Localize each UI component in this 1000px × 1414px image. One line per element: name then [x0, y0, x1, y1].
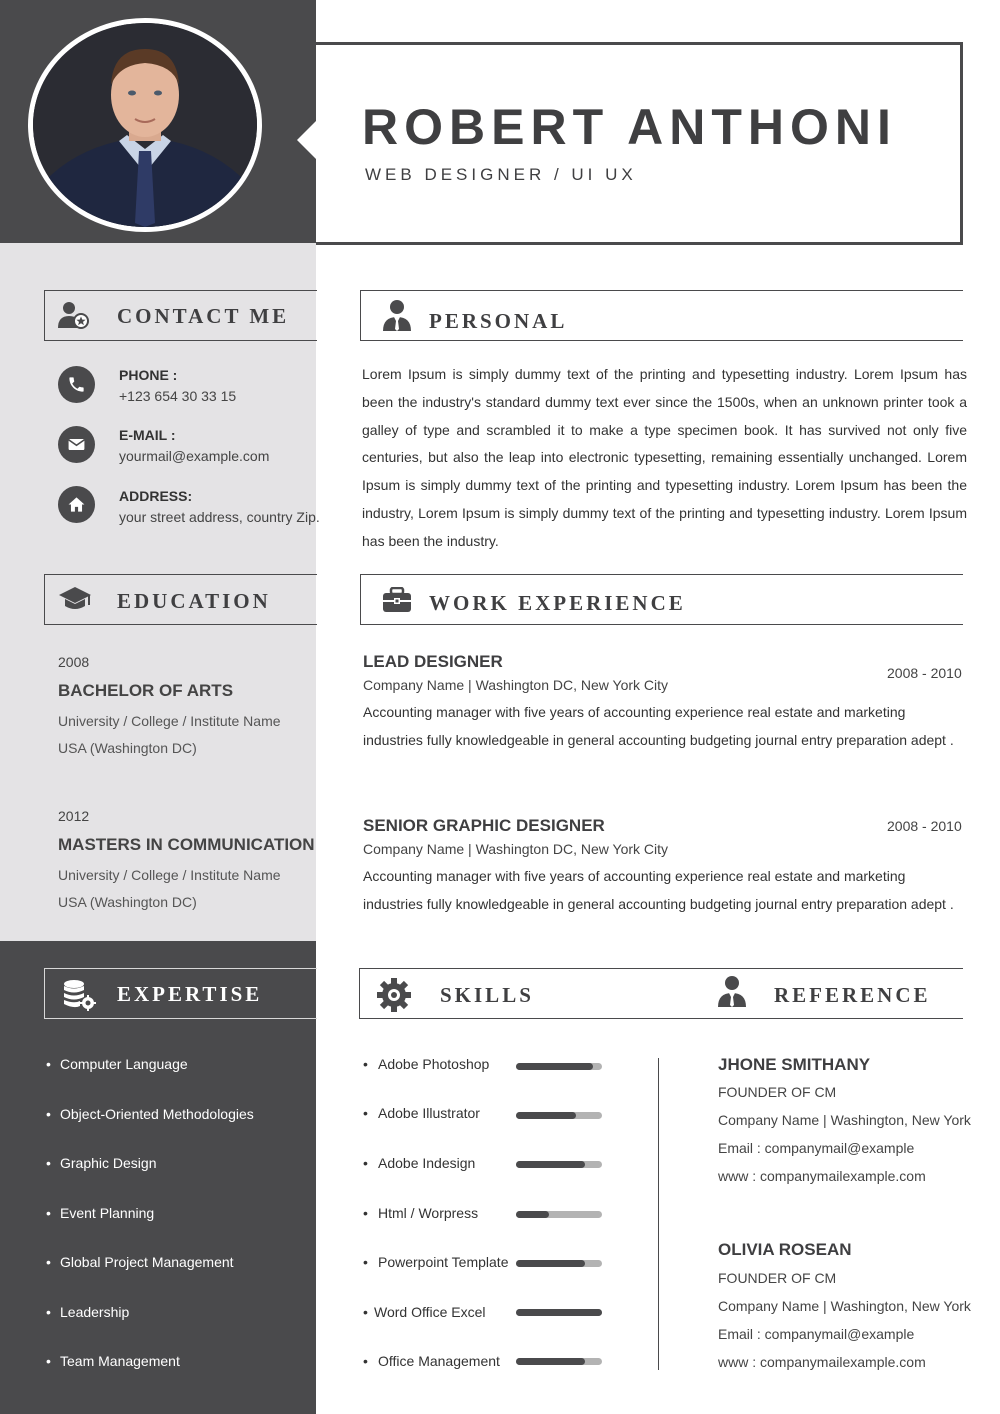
- reference-website[interactable]: www : companymailexample.com: [718, 1354, 926, 1370]
- skill-name: Adobe Photoshop: [378, 1056, 490, 1072]
- expertise-item: • Leadership: [46, 1304, 130, 1320]
- skill-bar-fill: [516, 1063, 593, 1070]
- reference-title: REFERENCE: [774, 983, 931, 1007]
- expertise-item: • Event Planning: [46, 1205, 155, 1221]
- phone-icon: [58, 366, 95, 403]
- portrait-illustration: [33, 23, 257, 227]
- skill-name: Html / Worpress: [378, 1205, 479, 1221]
- contact-email-label: E-MAIL :: [119, 427, 176, 443]
- skill-bar: [516, 1112, 602, 1119]
- contact-address-value: your street address, country Zip.: [119, 509, 320, 525]
- expertise-item: • Global Project Management: [46, 1254, 234, 1270]
- reference-website[interactable]: www : companymailexample.com: [718, 1168, 926, 1184]
- job-description: Accounting manager with five years of accounting experience real estate and marketing industries fully knowledgeable in general accounting budgeting journal entry preparation adept .: [363, 704, 954, 748]
- reference-position: FOUNDER OF CM: [718, 1084, 837, 1100]
- skill-item: • Office Management: [363, 1353, 500, 1369]
- skill-bar: [516, 1309, 602, 1316]
- expertise-item-label: Event Planning: [60, 1205, 155, 1221]
- contact-section-header: [44, 290, 317, 341]
- education-degree: MASTERS IN COMMUNICATION: [58, 835, 315, 854]
- skill-name: Adobe Illustrator: [378, 1105, 480, 1121]
- expertise-section-header: [44, 968, 317, 1019]
- job-company: Company Name | Washington DC, New York City: [363, 677, 669, 693]
- person-icon: [717, 975, 747, 1007]
- expertise-item: • Object-Oriented Methodologies: [46, 1106, 254, 1122]
- education-school: University / College / Institute Name: [58, 867, 281, 883]
- personal-section-header: [360, 290, 963, 341]
- skill-bar-fill: [516, 1260, 585, 1267]
- gear-icon: [377, 978, 411, 1012]
- education-place: USA (Washington DC): [58, 894, 197, 910]
- skill-bar-fill: [516, 1112, 576, 1119]
- contact-phone-label: PHONE :: [119, 367, 178, 383]
- skill-bar-fill: [516, 1309, 602, 1316]
- contact-title: CONTACT ME: [117, 304, 290, 328]
- expertise-item-label: Graphic Design: [60, 1155, 157, 1171]
- skill-bar-fill: [516, 1211, 549, 1218]
- skill-item: • Adobe Indesign: [363, 1155, 476, 1171]
- candidate-name: ROBERT ANTHONI: [362, 99, 897, 155]
- skill-bar: [516, 1211, 602, 1218]
- job-dates: 2008 - 2010: [887, 665, 962, 681]
- reference-name: JHONE SMITHANY: [718, 1055, 871, 1074]
- expertise-item-label: Team Management: [60, 1353, 180, 1369]
- skill-bar: [516, 1063, 602, 1070]
- reference-position: FOUNDER OF CM: [718, 1270, 837, 1286]
- contact-email-value[interactable]: yourmail@example.com: [119, 448, 270, 464]
- reference-company: Company Name | Washington, New York: [718, 1298, 971, 1314]
- reference-name: OLIVIA ROSEAN: [718, 1240, 852, 1259]
- reference-email[interactable]: Email : companymail@example: [718, 1140, 915, 1156]
- skill-name: Powerpoint Template: [378, 1254, 509, 1270]
- skill-name: Word Office Excel: [374, 1304, 486, 1320]
- skill-name: Adobe Indesign: [378, 1155, 476, 1171]
- candidate-role: WEB DESIGNER / UI UX: [365, 165, 637, 184]
- skill-item: • Powerpoint Template: [363, 1254, 509, 1270]
- skill-item: • Adobe Illustrator: [363, 1105, 480, 1121]
- reference-company: Company Name | Washington, New York: [718, 1112, 971, 1128]
- skill-bar: [516, 1358, 602, 1365]
- skills-reference-section-header: [359, 968, 963, 1019]
- skill-bar-fill: [516, 1358, 585, 1365]
- home-icon: [58, 486, 95, 523]
- skill-item: • Word Office Excel: [363, 1304, 486, 1320]
- education-title: EDUCATION: [117, 589, 271, 613]
- expertise-item-label: Computer Language: [60, 1056, 188, 1072]
- briefcase-icon: [382, 587, 412, 613]
- work-section-header: [360, 574, 963, 625]
- expertise-item-label: Global Project Management: [60, 1254, 234, 1270]
- personal-summary: Lorem Ipsum is simply dummy text of the printing and typesetting industry. Lorem Ipsum has been the industry's standard dummy text ever since the 1500s, when an unknown printer took a galley of type and scrambled it to make a type specimen book. It has survived not only five centuries, but also the leap into electronic typesetting, remaining essentially unchanged. Lorem Ipsum is simply dummy text of the printing and typesetting industry. Lorem Ipsum has been the industry, Lorem Ipsum is simply dummy text of the printing and typesetting industry. Lorem Ipsum has been the industry.: [362, 366, 967, 549]
- expertise-title: EXPERTISE: [117, 982, 263, 1006]
- education-section-header: [44, 574, 317, 625]
- job-title: LEAD DESIGNER: [363, 652, 503, 671]
- expertise-item: • Team Management: [46, 1353, 180, 1369]
- skills-title: SKILLS: [440, 983, 534, 1007]
- education-degree: BACHELOR OF ARTS: [58, 681, 234, 700]
- person-icon: [382, 299, 412, 331]
- expertise-item-label: Leadership: [60, 1304, 130, 1320]
- expertise-item: • Computer Language: [46, 1056, 188, 1072]
- skill-bar-fill: [516, 1161, 585, 1168]
- reference-email[interactable]: Email : companymail@example: [718, 1326, 915, 1342]
- contact-address-label: ADDRESS:: [119, 488, 193, 504]
- mail-icon: [58, 426, 95, 463]
- skill-item: • Adobe Photoshop: [363, 1056, 490, 1072]
- skill-bar: [516, 1161, 602, 1168]
- skill-name: Office Management: [378, 1353, 500, 1369]
- job-title: SENIOR GRAPHIC DESIGNER: [363, 816, 605, 835]
- banner-notch: [297, 120, 317, 160]
- skill-bar: [516, 1260, 602, 1267]
- expertise-item: • Graphic Design: [46, 1155, 157, 1171]
- work-title: WORK EXPERIENCE: [429, 591, 686, 615]
- education-year: 2012: [58, 808, 90, 824]
- skills-reference-divider: [658, 1058, 659, 1370]
- contact-phone-value[interactable]: +123 654 30 33 15: [119, 388, 237, 404]
- skill-item: • Html / Worpress: [363, 1205, 479, 1221]
- contact-user-icon: [58, 300, 90, 330]
- education-school: University / College / Institute Name: [58, 713, 281, 729]
- personal-title: PERSONAL: [429, 309, 568, 333]
- graduation-cap-icon: [58, 585, 92, 613]
- database-gear-icon: [62, 979, 96, 1011]
- education-year: 2008: [58, 654, 90, 670]
- profile-photo: [28, 18, 262, 232]
- job-description: Accounting manager with five years of accounting experience real estate and marketing industries fully knowledgeable in general accounting budgeting journal entry preparation adept .: [363, 868, 954, 912]
- expertise-item-label: Object-Oriented Methodologies: [60, 1106, 254, 1122]
- job-dates: 2008 - 2010: [887, 818, 962, 834]
- job-company: Company Name | Washington DC, New York City: [363, 841, 669, 857]
- education-place: USA (Washington DC): [58, 740, 197, 756]
